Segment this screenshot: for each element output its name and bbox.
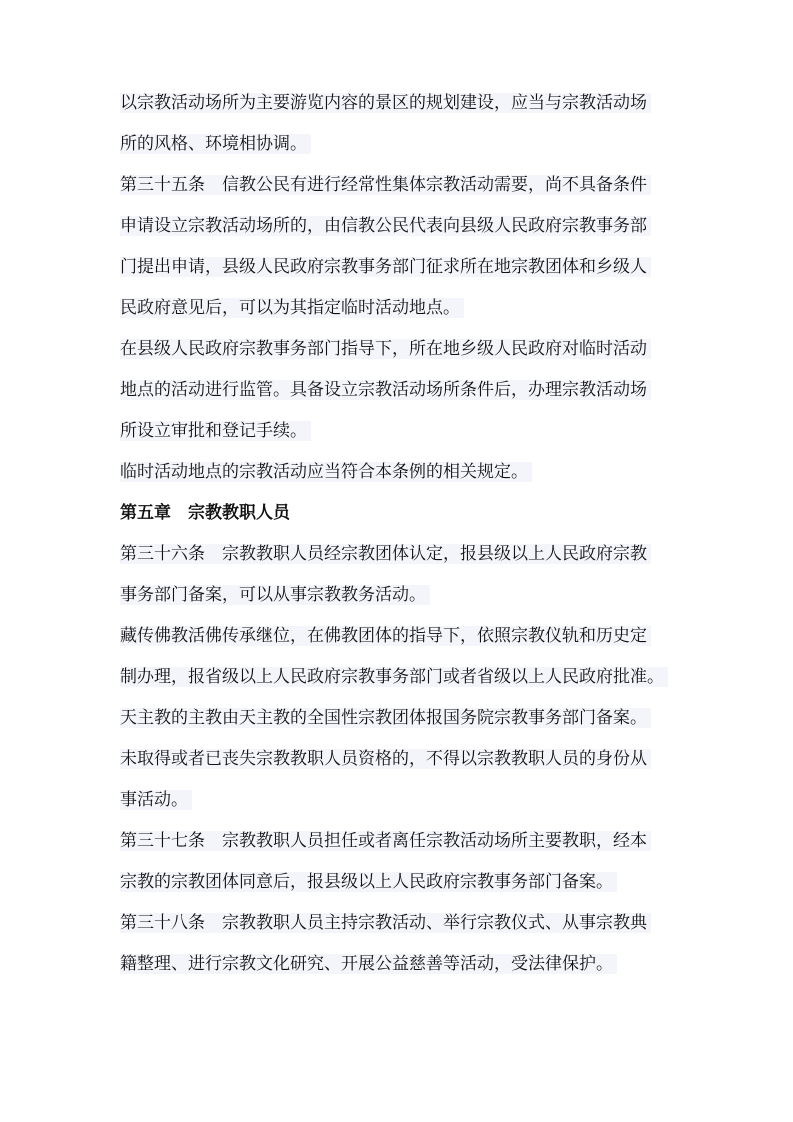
text-line	[120, 953, 690, 975]
article-35-line	[120, 174, 690, 196]
text-line	[120, 92, 690, 114]
article-36-line	[120, 543, 690, 565]
line-text: 籍整理、进行宗教文化研究、开展公益慈善等活动，受法律保护。	[120, 954, 617, 974]
text-line	[120, 707, 690, 729]
line-text: 事务部门备案，可以从事宗教教务活动。	[120, 585, 430, 605]
text-line	[120, 625, 690, 647]
text-line	[120, 256, 690, 278]
text-line	[120, 666, 690, 688]
line-text: 所设立审批和登记手续。	[120, 421, 311, 441]
text-line	[120, 420, 690, 442]
line-text: 临时活动地点的宗教活动应当符合本条例的相关规定。	[120, 462, 532, 482]
text-line	[120, 789, 690, 811]
line-text: 以宗教活动场所为主要游览内容的景区的规划建设，应当与宗教活动场	[120, 93, 651, 113]
line-text: 申请设立宗教活动场所的，由信教公民代表向县级人民政府宗教事务部	[120, 216, 651, 236]
chapter-heading	[120, 502, 690, 524]
document-page	[120, 92, 690, 994]
text-line	[120, 379, 690, 401]
line-text: 事活动。	[120, 790, 192, 810]
line-text: 门提出申请，县级人民政府宗教事务部门征求所在地宗教团体和乡级人	[120, 257, 651, 277]
line-text: 宗教的宗教团体同意后，报县级以上人民政府宗教事务部门备案。	[120, 872, 617, 892]
line-text: 天主教的主教由天主教的全国性宗教团体报国务院宗教事务部门备案。	[120, 708, 651, 728]
line-text: 地点的活动进行监管。具备设立宗教活动场所条件后，办理宗教活动场	[120, 380, 651, 400]
text-line	[120, 338, 690, 360]
text-line	[120, 748, 690, 770]
line-text: 第三十七条 宗教教职人员担任或者离任宗教活动场所主要教职，经本	[120, 831, 651, 851]
text-line	[120, 584, 690, 606]
text-line	[120, 871, 690, 893]
article-38-line	[120, 912, 690, 934]
line-text: 第三十六条 宗教教职人员经宗教团体认定，报县级以上人民政府宗教	[120, 544, 651, 564]
line-text: 第三十八条 宗教教职人员主持宗教活动、举行宗教仪式、从事宗教典	[120, 913, 651, 933]
text-line	[120, 297, 690, 319]
text-line	[120, 461, 690, 483]
line-text: 所的风格、环境相协调。	[120, 134, 311, 154]
article-37-line	[120, 830, 690, 852]
line-text: 民政府意见后，可以为其指定临时活动地点。	[120, 298, 464, 318]
chapter-heading-text: 第五章 宗教教职人员	[120, 503, 290, 523]
line-text: 第三十五条 信教公民有进行经常性集体宗教活动需要，尚不具备条件	[120, 175, 651, 195]
line-text: 藏传佛教活佛传承继位，在佛教团体的指导下，依照宗教仪轨和历史定	[120, 626, 651, 646]
line-text: 在县级人民政府宗教事务部门指导下，所在地乡级人民政府对临时活动	[120, 339, 651, 359]
text-line	[120, 133, 690, 155]
line-text: 制办理，报省级以上人民政府宗教事务部门或者省级以上人民政府批准。	[120, 667, 668, 687]
text-line	[120, 215, 690, 237]
line-text: 未取得或者已丧失宗教教职人员资格的，不得以宗教教职人员的身份从	[120, 749, 651, 769]
